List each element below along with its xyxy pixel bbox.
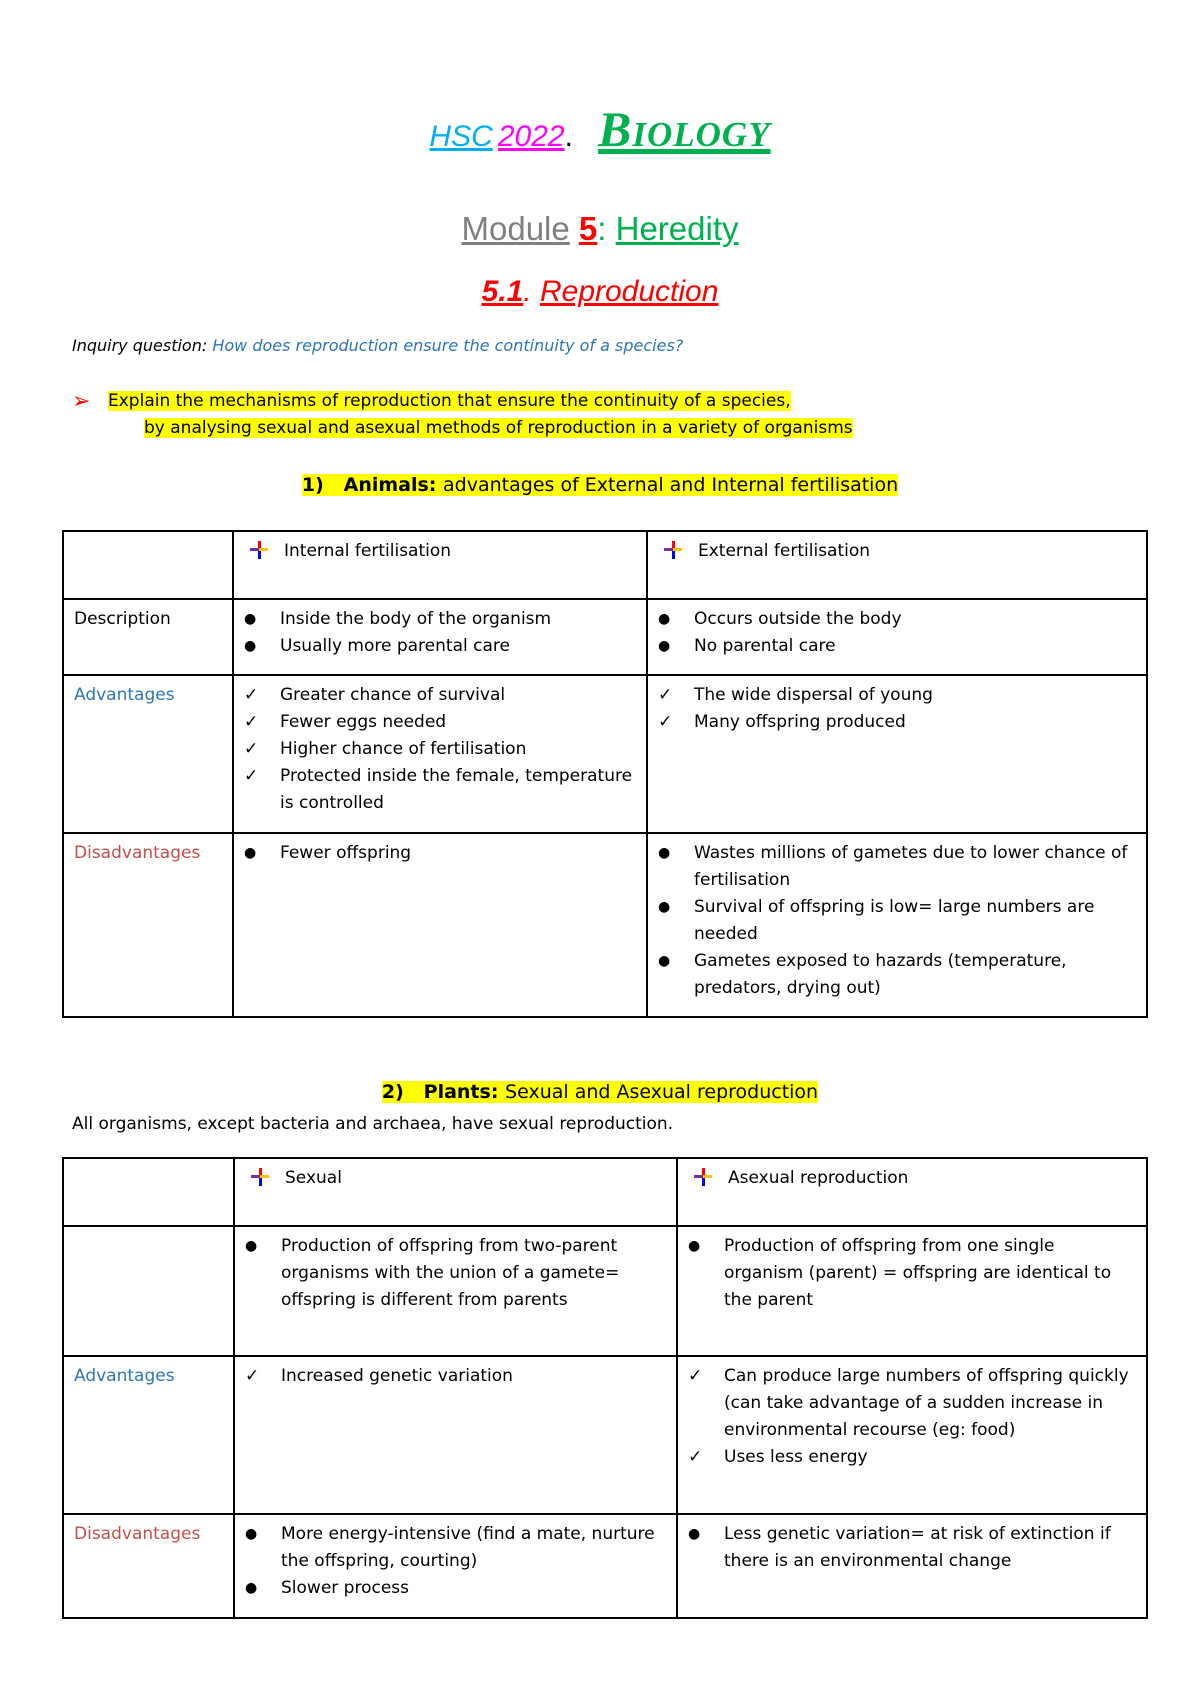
table-row [63,1514,1147,1618]
heading-plants [0,1081,1200,1103]
column-header-external: External fertilisation [647,531,1147,599]
table-row [63,675,1147,833]
heading-plants-rest: Sexual and Asexual reproduction [505,1081,819,1103]
heading-animals-number: 1) [301,474,324,496]
column-header-asexual: Asexual reproduction [677,1158,1147,1226]
document-title [0,100,1200,170]
table-cell [234,1356,677,1514]
list-item: ● Occurs outside the body [658,606,1136,633]
table-cell [647,833,1147,1017]
list-item: ✓ Uses less energy [688,1444,1136,1471]
reproduction-table [62,1157,1148,1619]
list-item: ✓ Many offspring produced [658,709,1136,736]
heading-animals-bold: Animals: [343,474,437,496]
heading-plants-bold: Plants: [423,1081,499,1103]
table-cell [233,599,647,675]
list-item: ● Slower process [245,1575,666,1602]
module-number: 5 [578,210,598,247]
module-colon: : [597,210,607,247]
table-cell [234,1226,677,1356]
arrow-bullet-icon: ➢ [72,389,91,414]
plus-bullet-icon [250,541,268,559]
table-corner-cell [63,531,233,599]
module-name: Heredity [615,210,739,247]
table-row [63,833,1147,1017]
table-row [63,531,1147,599]
plus-bullet-icon [694,1168,712,1186]
list-item: ● Production of offspring from one single organism (parent) = offspring are identical to the parent [688,1233,1136,1314]
list-item: ● Less genetic variation= at risk of extinction if there is an environmental change [688,1521,1136,1575]
heading-animals [0,474,1200,496]
table-cell [647,599,1147,675]
title-subject: Biology [598,101,771,157]
list-item: ● More energy-intensive (find a mate, nurture the offspring, courting) [245,1521,666,1575]
inquiry-question [72,336,683,355]
table-cell [677,1356,1147,1514]
table-row [63,1158,1147,1226]
module-heading [0,210,1200,248]
row-label-disadvantages: Disadvantages [63,1514,234,1618]
column-header-sexual: Sexual [234,1158,677,1226]
list-item: ✓ Higher chance of fertilisation [244,736,636,763]
list-item: ● No parental care [658,633,1136,660]
title-hsc: HSC [429,120,493,153]
table-row [63,1356,1147,1514]
list-item: ✓ Can produce large numbers of offspring quickly (can take advantage of a sudden increase in environmental recourse (eg: food) [688,1363,1136,1444]
table-cell [677,1514,1147,1618]
row-label-empty [63,1226,234,1356]
table-cell [677,1226,1147,1356]
row-label-advantages: Advantages [63,1356,234,1514]
row-label-disadvantages: Disadvantages [63,833,233,1017]
module-word: Module [461,210,570,247]
list-item: ● Survival of offspring is low= large numbers are needed [658,894,1136,948]
heading-animals-rest: advantages of External and Internal fertilisation [443,474,899,496]
section-number: 5.1 [481,275,524,308]
plus-bullet-icon [664,541,682,559]
table-cell [233,675,647,833]
inquiry-text: How does reproduction ensure the continuity of a species? [212,336,684,355]
fertilisation-table [62,530,1148,1018]
list-item: ● Fewer offspring [244,840,636,867]
explain-point [72,388,853,442]
section-dot: . [523,275,532,308]
list-item: ✓ Increased genetic variation [245,1363,666,1390]
plus-bullet-icon [251,1168,269,1186]
table-corner-cell [63,1158,234,1226]
list-item: ● Inside the body of the organism [244,606,636,633]
title-dot: . [564,120,573,153]
row-label-description: Description [63,599,233,675]
heading-plants-number: 2) [381,1081,404,1103]
table-row [63,599,1147,675]
explain-line-2: by analysing sexual and asexual methods of reproduction in a variety of organisms [144,418,853,438]
section-heading [0,275,1200,309]
list-item: ● Production of offspring from two-parent organisms with the union of a gamete= offspring is different from parents [245,1233,666,1314]
plants-note: All organisms, except bacteria and archaea, have sexual reproduction. [72,1114,674,1134]
explain-line-1: Explain the mechanisms of reproduction that ensure the continuity of a species, [108,391,791,411]
list-item: ● Usually more parental care [244,633,636,660]
table-row [63,1226,1147,1356]
list-item: ● Wastes millions of gametes due to lower chance of fertilisation [658,840,1136,894]
column-header-internal: Internal fertilisation [233,531,647,599]
list-item: ● Gametes exposed to hazards (temperature, predators, drying out) [658,948,1136,1002]
table-cell [233,833,647,1017]
row-label-advantages: Advantages [63,675,233,833]
title-year: 2022 [497,120,565,153]
list-item: ✓ Protected inside the female, temperature is controlled [244,763,636,817]
table-cell [647,675,1147,833]
table-cell [234,1514,677,1618]
list-item: ✓ Greater chance of survival [244,682,636,709]
list-item: ✓ Fewer eggs needed [244,709,636,736]
inquiry-label: Inquiry question: [72,336,208,355]
list-item: ✓ The wide dispersal of young [658,682,1136,709]
section-name: Reproduction [539,275,719,308]
